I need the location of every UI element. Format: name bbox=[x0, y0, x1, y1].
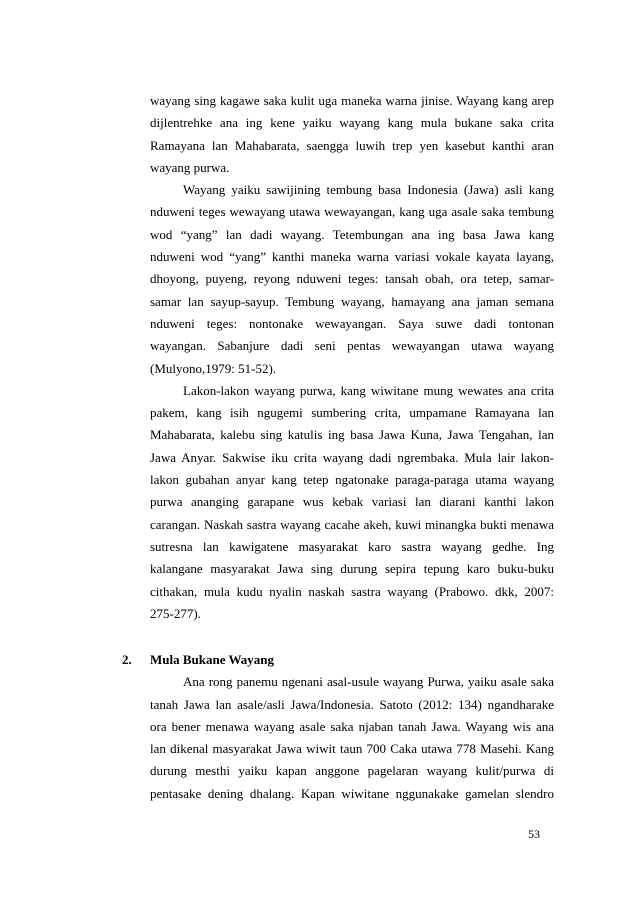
text-line: wayang sing kagawe saka kulit uga maneka warna jinise. Wayang kang arep bbox=[150, 93, 554, 108]
text-line: Ramayana lan Mahabarata, saengga luwih trep yen kasebut kanthi aran bbox=[150, 137, 554, 153]
text-line: nduweni teges wewayang utawa wewayangan, kang uga asale saka tembung bbox=[150, 204, 554, 220]
text-line: tanah Jawa lan asale/asli Jawa/Indonesia. Satoto (2012: 134) ngandharake bbox=[150, 696, 554, 712]
text-line: wayangan. Sabanjure dadi seni pentas wewayangan utawa wayang bbox=[150, 338, 554, 354]
text-line: pakem, kang isih ngugemi sumbering crita, umpamane Ramayana lan bbox=[150, 405, 554, 421]
text-line: carangan. Naskah sastra wayang cacahe akeh, kuwi minangka bukti menawa bbox=[150, 516, 554, 532]
page-number: 53 bbox=[528, 827, 540, 841]
text-line: kalangane masyarakat Jawa sing durung sepira tepung karo buku-buku bbox=[150, 561, 554, 577]
text-line: nduweni wod “yang” kanthi maneka warna variasi vokale kayata layang, bbox=[150, 249, 554, 265]
text-line: Jawa Anyar. Sakwise iku crita wayang dadi ngrembaka. Mula lair lakon- bbox=[150, 449, 554, 465]
text-line: Ana rong panemu ngenani asal-usule wayang Purwa, yaiku asale saka bbox=[183, 674, 554, 690]
paragraph bbox=[150, 380, 554, 625]
section-title: Mula Bukane Wayang bbox=[150, 652, 275, 667]
text-line: (Mulyono,1979: 51-52). bbox=[150, 360, 277, 376]
body-text bbox=[150, 90, 554, 625]
text-line: nduweni teges: nontonake wewayangan. Saya suwe dadi tontonan bbox=[150, 315, 554, 331]
text-line: Mahabarata, kalebu sing katulis ing basa Jawa Kuna, Jawa Tengahan, lan bbox=[150, 427, 554, 443]
text-line: 275-277). bbox=[150, 605, 201, 621]
paragraph bbox=[150, 671, 554, 805]
section-heading bbox=[122, 649, 554, 671]
text-line: lakon gubahan anyar kang tetep ngatonake paraga-paraga utama wayang bbox=[150, 472, 554, 488]
paragraph bbox=[150, 90, 554, 179]
text-line: purwa ananging garapane wus kebak variasi lan diarani kanthi lakon bbox=[150, 494, 554, 510]
text-line: lan dikenal masyarakat Jawa wiwit taun 700 Caka utawa 778 Masehi. Kang bbox=[150, 741, 554, 757]
text-line: dijlentrehke ana ing kene yaiku wayang kang mula bukane saka crita bbox=[150, 115, 554, 131]
text-line: samar lan sayup-sayup. Tembung wayang, hamayang ana jaman semana bbox=[150, 293, 554, 309]
paragraph bbox=[150, 179, 554, 380]
text-line: Lakon-lakon wayang purwa, kang wiwitane mung wewates ana crita bbox=[183, 382, 554, 398]
section bbox=[122, 649, 554, 805]
text-line: cithakan, mula kudu nyalin naskah sastra wayang (Prabowo. dkk, 2007: bbox=[150, 583, 554, 599]
text-line: dhoyong, puyeng, reyong nduweni teges: tansah obah, ora tetep, samar- bbox=[150, 271, 554, 287]
text-line: pentasake dening dhalang. Kapan wiwitane nggunakake gamelan slendro bbox=[150, 785, 554, 801]
section-number: 2. bbox=[122, 652, 132, 667]
text-line: ora bener menawa wayang asale saka njaban tanah Jawa. Wayang wis ana bbox=[150, 718, 554, 734]
text-line: durung mesthi yaiku kapan anggone pagelaran wayang kulit/purwa di bbox=[150, 763, 554, 779]
text-line: wayang purwa. bbox=[150, 159, 230, 175]
text-line: sutresna lan kawigatene masyarakat karo sastra wayang gedhe. Ing bbox=[150, 538, 554, 554]
text-line: wod “yang” lan dadi wayang. Tetembungan ana ing basa Jawa kang bbox=[150, 226, 554, 242]
text-line: Wayang yaiku sawijining tembung basa Indonesia (Jawa) asli kang bbox=[183, 182, 554, 198]
